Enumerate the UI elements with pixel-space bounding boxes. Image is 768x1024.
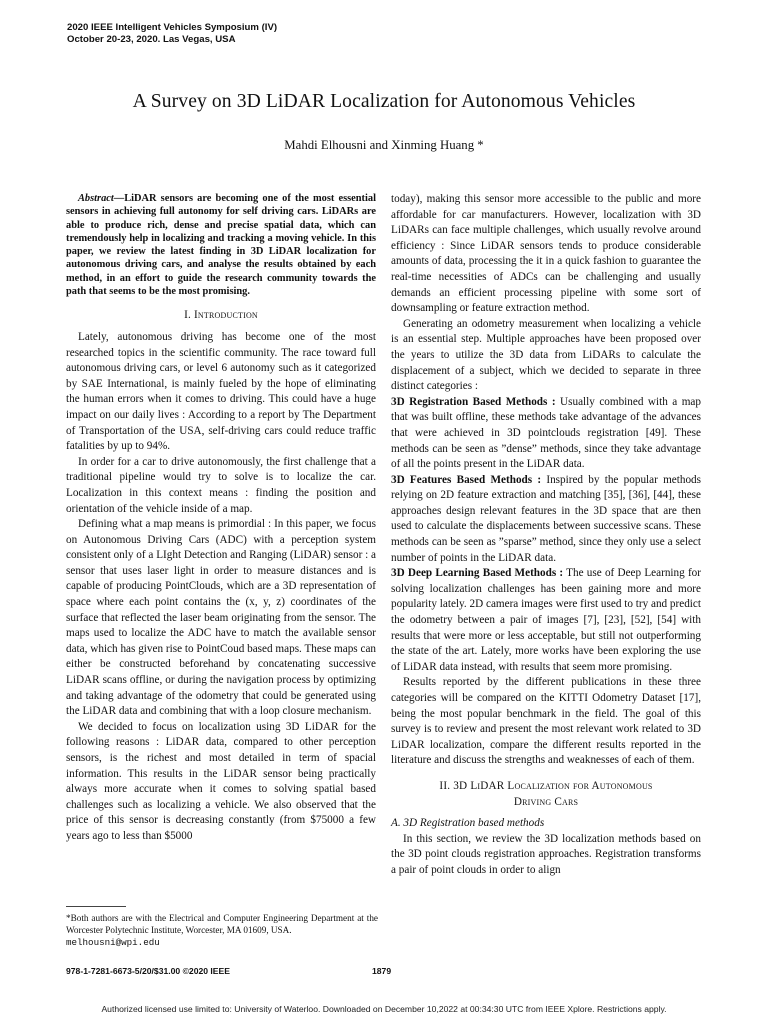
author-email: melhousni@wpi.edu — [66, 937, 160, 948]
category-registration-label: 3D Registration Based Methods : — [391, 395, 556, 408]
abstract-dash: — — [113, 193, 125, 204]
category-registration-text: Usually combined with a map that was built offline, these methods take advantage of the advances that were achieved in 3D pointclouds registration [49]. These methods can be seen as ”dense” methods, since they take advantage of all the points present in the LiDAR data. — [391, 395, 701, 471]
category-features-label: 3D Features Based Methods : — [391, 473, 542, 486]
section-heading-2-line1: II. 3D LiDAR Localization for Autonomous — [439, 779, 653, 792]
section2-paragraph-1: In this section, we review the 3D localization methods based on the 3D point clouds registration approaches. Registration transforms a pair of point clouds in order to align — [391, 832, 701, 876]
footer-page-number: 1879 — [372, 966, 392, 976]
footnote-text: *Both authors are with the Electrical and Computer Engineering Department at the Worcester Polytechnic Institute, Worcester, MA 01609, USA. — [66, 913, 378, 935]
intro-paragraph-5: Generating an odometry measurement when localizing a vehicle is an essential step. Multiple approaches have been proposed over the years to utilize the 3D data from LiDARs to calculate the displacement of a subject, which we decided to separate in three distinct categories : — [391, 317, 701, 393]
category-deep-learning-text: The use of Deep Learning for solving localization challenges has been gaining more and more popularity lately. 2D camera images were first used to try and predict the odometry between a pair of images [7], [23], [52], [54] with results that were more or less acceptable, but still not outperforming the state of the art. Lately, more works have been exploring the use of LiDAR data instead, with results that seem more promising. — [391, 567, 701, 673]
section-heading-2-line2: Driving Cars — [513, 795, 579, 808]
license-notice: Authorized licensed use limited to: University of Waterloo. Downloaded on December 10,2022 at 00:34:30 UTC from IEEE Xplore. Restrictions apply. — [101, 1004, 667, 1014]
intro-paragraph-4: We decided to focus on localization using 3D LiDAR for the following reasons : LiDAR data, compared to other perception sensors, is the richest and most detailed in term of spacial information. This results in the LiDAR sensor being practically always more accurate when it comes to solving spatial based challenges such as localizing a vehicle. We also observed that the price of this sensor is decreasing constantly (from $75000 a few years ago to less than $5000 — [66, 720, 376, 842]
category-registration — [391, 395, 701, 473]
category-features-text: Inspired by the popular methods relying on 2D feature extraction and matching [35], [36], [44], these approaches design relevant features in the 3D space that are then used to calculate the displacements between successive scans. These methods can be seen as ”sparse” method, since they only use a select number of points in the LiDAR data. — [391, 473, 702, 564]
section-heading-introduction: I. Introduction — [184, 309, 258, 322]
author-footnote — [66, 912, 378, 949]
footer-isbn: 978-1-7281-6673-5/20/$31.00 ©2020 IEEE — [66, 966, 231, 976]
section-heading-2 — [391, 779, 701, 810]
intro-paragraph-2: In order for a car to drive autonomously, the first challenge that a traditional pipeline would try to solve is to localize the car. Localization in this context means : finding the position and orientation of the vehicle inside of a map. — [66, 455, 376, 515]
intro-paragraph-4-continued: today), making this sensor more accessible to the public and more affordable for car manufacturers. However, localization with 3D LiDARs can face multiple challenges, which usually revolve around efficiency : Since LiDAR sensors tends to produce considerable amounts of data, processing the it in a quick fashion to guarantee the real-time necessities of ADCs can be challenging and usually demands an efficient processing pipeline with some sort of downsampling or feature extraction method. — [391, 193, 701, 315]
paper-title: A Survey on 3D LiDAR Localization for Autonomous Vehicles — [132, 91, 636, 112]
conference-date-location: October 20-23, 2020. Las Vegas, USA — [67, 34, 236, 45]
category-deep-learning — [391, 566, 701, 675]
subsection-heading-registration: A. 3D Registration based methods — [391, 817, 545, 830]
abstract-label: Abstract — [78, 193, 114, 204]
paper-authors: Mahdi Elhousni and Xinming Huang * — [284, 138, 484, 152]
abstract-text: LiDAR sensors are becoming one of the most essential sensors in achieving full autonomy for self driving cars. LiDARs are able to produce rich, dense and precise spatial data, which can tremendously help in localizing and tracking a moving vehicle. In this paper, we review the latest finding in 3D LiDAR localization for autonomous driving cars, and analyse the results obtained by each method, in an effort to guide the research community towards the path that seems to be the most promising. — [66, 193, 376, 298]
conference-header — [67, 22, 467, 46]
footnote-rule — [66, 906, 126, 907]
intro-paragraph-3: Defining what a map means is primordial : In this paper, we focus on Autonomous Driving Cars (ADC) with a perception system consistent only of a LIght Detection and Ranging (LiDAR) sensor : a sensor that uses laser light in order to measure distances and is capable of producing PointClouds, which are a 3D representation of space where each point contains the (x, y, z) coordinates of the surface that reflected the laser beam originating from the sensor. The maps used to localize the ADC have to match the available sensor data, which has given rise to PointCoud based maps. These maps can either be constructed beforehand by concatenating successive LiDAR scans offline, or during the navigation process by optimizing and taking advantage of the odometry that could be generated using the LiDAR data and combining that with a loop closure mechanism. — [66, 518, 376, 718]
intro-paragraph-1: Lately, autonomous driving has become one of the most researched topics in the scientific community. The race toward full autonomous driving cars, or level 6 autonomy such as it categorized by SAE International, is mainly fueled by the hope of eliminating the human errors when it comes to driving. This could have a huge impact on our daily lives : According to a report by The Department of Transportation of the USA, self-driving cars could reduce traffic fatalities by up to 94%. — [66, 330, 376, 453]
conference-name: 2020 IEEE Intelligent Vehicles Symposium (IV) — [67, 22, 278, 33]
right-column — [391, 192, 701, 879]
left-column — [66, 192, 376, 845]
intro-paragraph-6: Results reported by the different publications in these three categories will be compared on the KITTI Odometry Dataset [17], being the most popular benchmark in the field. The goal of this survey is to review and present the most relevant work related to 3D LiDAR localization, compare the different results reported in the literature and discuss the strengths and weaknesses of each of them. — [391, 676, 701, 767]
category-deep-learning-label: 3D Deep Learning Based Methods : — [391, 567, 564, 580]
category-features — [391, 473, 701, 567]
abstract — [66, 192, 376, 298]
